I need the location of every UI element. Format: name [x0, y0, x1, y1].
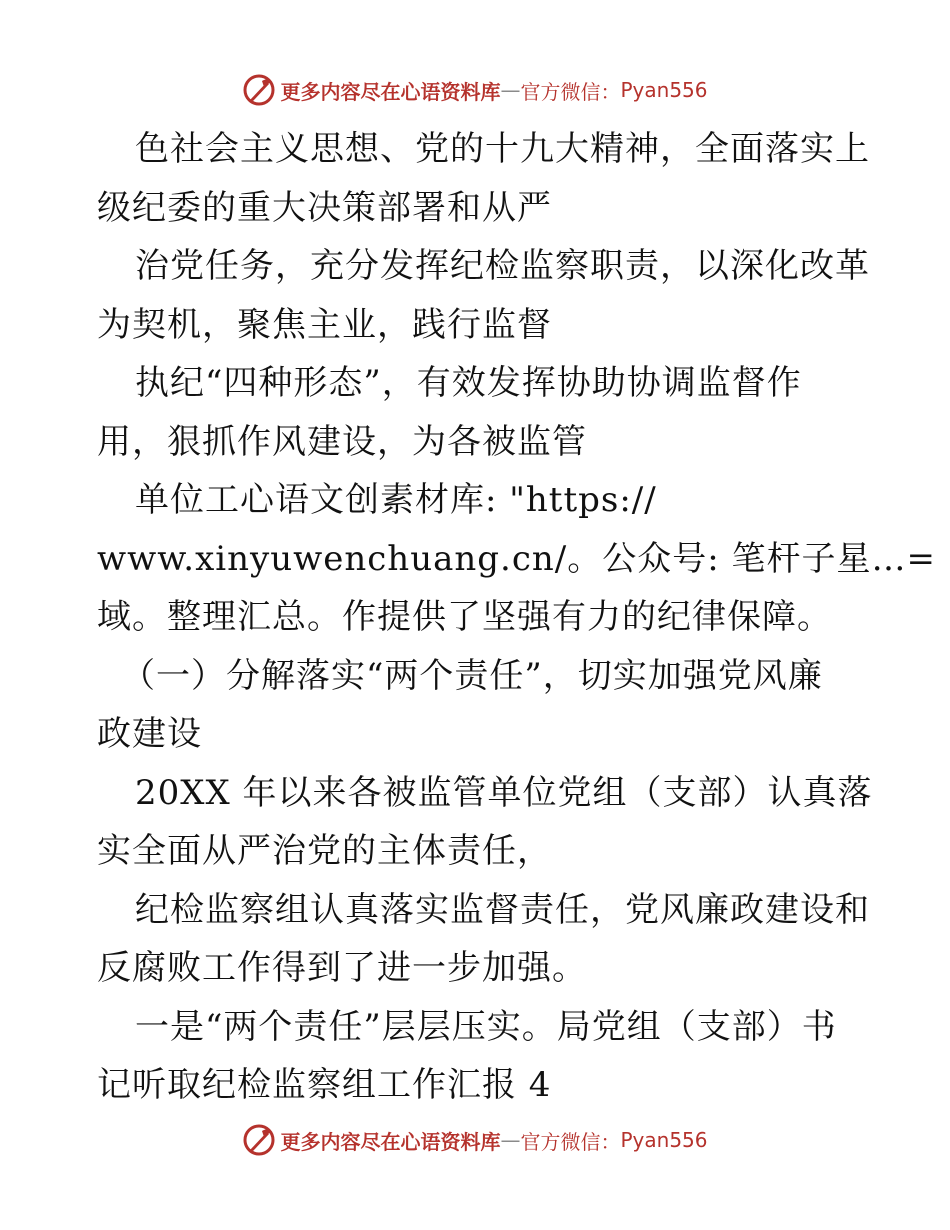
text-line: 执纪“四种形态”，有效发挥协助协调监督作 [135, 363, 802, 403]
text-line: 为契机，聚焦主业，践行监督 [97, 304, 552, 345]
header-wechat-id: Pyan556 [620, 78, 708, 102]
section-heading: （一）分解落实“两个责任”，切实加强党风廉 [121, 655, 823, 696]
text-line: 记听取纪检监察组工作汇报 4 [97, 1065, 552, 1105]
text-line: 用，狠抓作风建设，为各被监管 [97, 421, 587, 462]
text-line: 政建设 [97, 714, 202, 754]
text-line: 级纪委的重大决策部署和从严 [97, 187, 552, 228]
footer-main-text: 更多内容尽在心语资料库 [280, 1129, 501, 1154]
text-line: 一是“两个责任”层层压实。局党组（支部）书 [135, 1006, 837, 1047]
text-line: 纪检监察组认真落实监督责任，党风廉政建设和 [135, 889, 870, 930]
header-main-text: 更多内容尽在心语资料库 [280, 79, 501, 104]
text-line: 单位工心语文创素材库: "https:// [135, 480, 657, 520]
footer-wechat-id: Pyan556 [620, 1128, 708, 1152]
header-wechat-label: 官方微信： [520, 79, 621, 104]
document-body [97, 120, 936, 1115]
text-line: 反腐败工作得到了进一步加强。 [97, 948, 587, 988]
quill-pen-icon [242, 1123, 276, 1157]
text-line: 色社会主义思想、党的十九大精神，全面落实上 [135, 129, 870, 169]
footer-separator: — [500, 1128, 521, 1152]
footer-wechat-label: 官方微信： [520, 1129, 621, 1154]
text-line: 域。整理汇总。作提供了坚强有力的纪律保障。 [97, 597, 832, 637]
text-line: www.xinyuwenchuang.cn/。公众号: 笔杆子星…= [97, 538, 936, 579]
header-banner [0, 70, 950, 110]
text-line: 实全面从严治党的主体责任， [97, 831, 552, 871]
text-line: 20XX 年以来各被监管单位党组（支部）认真落 [135, 772, 873, 813]
quill-pen-icon [242, 73, 276, 107]
footer-banner [0, 1120, 950, 1160]
text-line: 治党任务，充分发挥纪检监察职责，以深化改革 [135, 246, 870, 286]
header-separator: — [500, 78, 521, 102]
